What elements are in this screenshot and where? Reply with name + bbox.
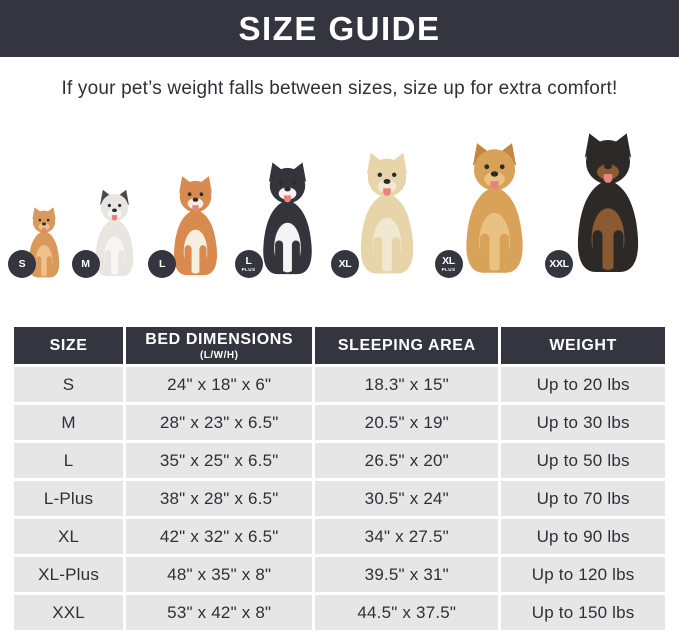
column-header-weight: WEIGHT	[501, 327, 665, 364]
cell-sleeping-area: 20.5" x 19"	[315, 405, 498, 440]
size-badge-label: L	[158, 257, 166, 270]
table-row-s	[14, 367, 665, 402]
size-badge-xl-plus	[435, 250, 463, 278]
cell-size: XL-Plus	[14, 557, 123, 592]
size-badge-sublabel: PLUS	[441, 266, 456, 272]
size-badge-s	[8, 250, 36, 278]
cell-sleeping-area: 18.3" x 15"	[315, 367, 498, 402]
table-row-xl-plus	[14, 557, 665, 592]
cell-bed-dimensions: 28" x 23" x 6.5"	[126, 405, 312, 440]
dog-figure-pomeranian	[16, 205, 72, 283]
size-badge-label: L	[245, 254, 252, 267]
table-row-xxl	[14, 595, 665, 630]
cell-weight: Up to 150 lbs	[501, 595, 665, 630]
cell-size: XXL	[14, 595, 123, 630]
cell-size: L-Plus	[14, 481, 123, 516]
size-badge-xl	[331, 250, 359, 278]
cell-weight: Up to 70 lbs	[501, 481, 665, 516]
size-badge-label: S	[18, 257, 26, 270]
cell-size: L	[14, 443, 123, 478]
table-row-m	[14, 405, 665, 440]
page-title: SIZE GUIDE	[238, 10, 441, 47]
cell-weight: Up to 120 lbs	[501, 557, 665, 592]
cell-sleeping-area: 44.5" x 37.5"	[315, 595, 498, 630]
column-header-sleeping-area: SLEEPING AREA	[315, 327, 498, 364]
cell-size: XL	[14, 519, 123, 554]
subtitle-text: If your pet’s weight falls between sizes, size up for extra comfort!	[61, 78, 618, 99]
cell-weight: Up to 30 lbs	[501, 405, 665, 440]
dog-figure-french-bulldog	[80, 187, 149, 283]
size-badge-xxl	[545, 250, 573, 278]
column-header-bed-dimensions-main: BED DIMENSIONS	[145, 330, 294, 348]
dog-figure-golden-retriever	[443, 139, 546, 283]
cell-sleeping-area: 26.5" x 20"	[315, 443, 498, 478]
cell-bed-dimensions: 24" x 18" x 6"	[126, 367, 312, 402]
cell-bed-dimensions: 35" x 25" x 6.5"	[126, 443, 312, 478]
cell-sleeping-area: 30.5" x 24"	[315, 481, 498, 516]
cell-size: S	[14, 367, 123, 402]
size-badge-label: XL	[442, 254, 455, 267]
size-badge-l-plus	[235, 250, 263, 278]
cell-bed-dimensions: 48" x 35" x 8"	[126, 557, 312, 592]
cell-bed-dimensions: 42" x 32" x 6.5"	[126, 519, 312, 554]
cell-sleeping-area: 39.5" x 31"	[315, 557, 498, 592]
size-badge-label: XL	[338, 257, 352, 270]
cell-sleeping-area: 34" x 27.5"	[315, 519, 498, 554]
column-header-size: SIZE	[14, 327, 123, 364]
dog-figure-border-collie	[243, 159, 332, 283]
dog-figure-doberman	[549, 129, 663, 283]
size-badge-label: M	[81, 257, 90, 270]
dogs-size-lineup	[0, 127, 679, 283]
table-row-l-plus	[14, 481, 665, 516]
column-header-bed-dimensions-sub: (L/W/H)	[199, 349, 239, 361]
table-row-l	[14, 443, 665, 478]
dog-figure-labrador	[339, 149, 435, 283]
size-badge-label: XXL	[549, 257, 569, 270]
cell-size: M	[14, 405, 123, 440]
cell-bed-dimensions: 53" x 42" x 8"	[126, 595, 312, 630]
cell-bed-dimensions: 38" x 28" x 6.5"	[126, 481, 312, 516]
cell-weight: Up to 20 lbs	[501, 367, 665, 402]
size-guide-table	[11, 324, 668, 633]
size-badge-m	[72, 250, 100, 278]
table-header-row	[14, 327, 665, 364]
dog-figure-shiba-inu	[156, 173, 235, 283]
size-badge-sublabel: PLUS	[241, 266, 256, 272]
table-row-xl	[14, 519, 665, 554]
cell-weight: Up to 50 lbs	[501, 443, 665, 478]
title-bar	[0, 0, 679, 57]
cell-weight: Up to 90 lbs	[501, 519, 665, 554]
column-header-bed-dimensions	[126, 327, 312, 364]
size-badge-l	[148, 250, 176, 278]
